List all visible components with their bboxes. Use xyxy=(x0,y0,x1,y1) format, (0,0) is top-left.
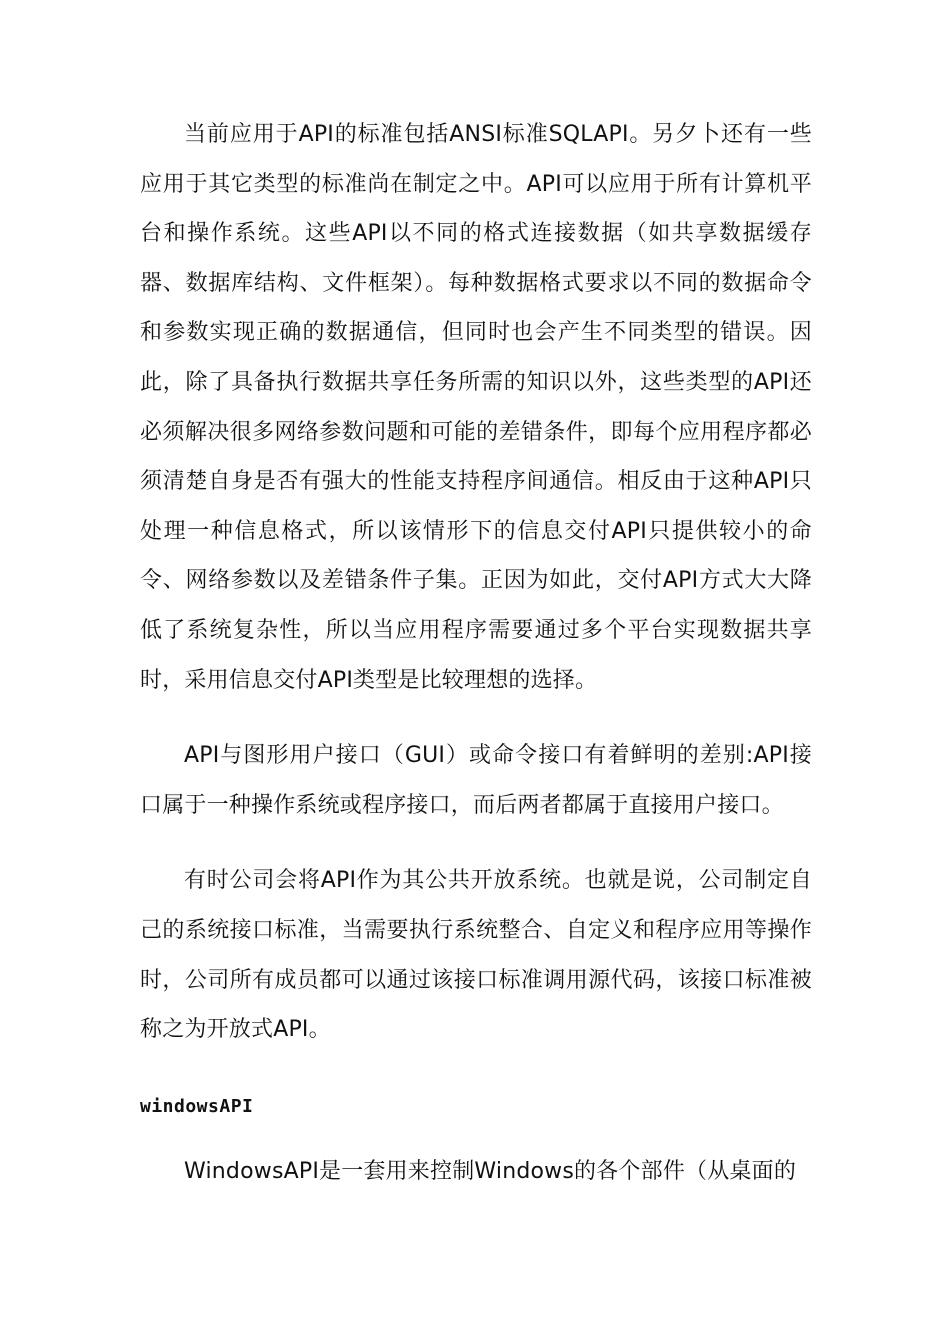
document-page xyxy=(140,110,812,1196)
paragraph-api-vs-gui: API与图形用户接口（GUI）或命令接口有着鲜明的差别:API接口属于一种操作系统或程序接口，而后两者都属于直接用户接口。 xyxy=(140,743,812,818)
paragraph-api-standards: 当前应用于API的标准包括ANSI标准SQLAPI。另夕卜还有一些应用于其它类型的标准尚在制定之中。API可以应用于所有计算机平台和操作系统。这些API以不同的格式连接数据（如共享数据缓存器、数据库结构、文件框架）。每种数据格式要求以不同的数据命令和参数实现正确的数据通信，但同时也会产生不同类型的错误。因此，除了具备执行数据共享任务所需的知识以外，这些类型的API还必须解决很多网络参数问题和可能的差错条件，即每个应用程序都必须清楚自身是否有强大的性能支持程序间通信。相反由于这种API只处理一种信息格式，所以该情形下的信息交付API只提供较小的命令、网络参数以及差错条件子集。正因为如此，交付API方式大大降低了系统复杂性，所以当应用程序需要通过多个平台实现数据共享时，采用信息交付API类型是比较理想的选择。 xyxy=(140,122,812,693)
section-heading: windowsAPI xyxy=(140,1095,254,1117)
paragraph-open-api: 有时公司会将API作为其公共开放系统。也就是说，公司制定自己的系统接口标准，当需要执行系统整合、自定义和程序应用等操作时，公司所有成员都可以通过该接口标准调用源代码，该接口标准被称之为开放式API。 xyxy=(140,868,812,1043)
paragraph-windows-api: WindowsAPI是一套用来控制Windows的各个部件（从桌面的 xyxy=(184,1158,797,1184)
